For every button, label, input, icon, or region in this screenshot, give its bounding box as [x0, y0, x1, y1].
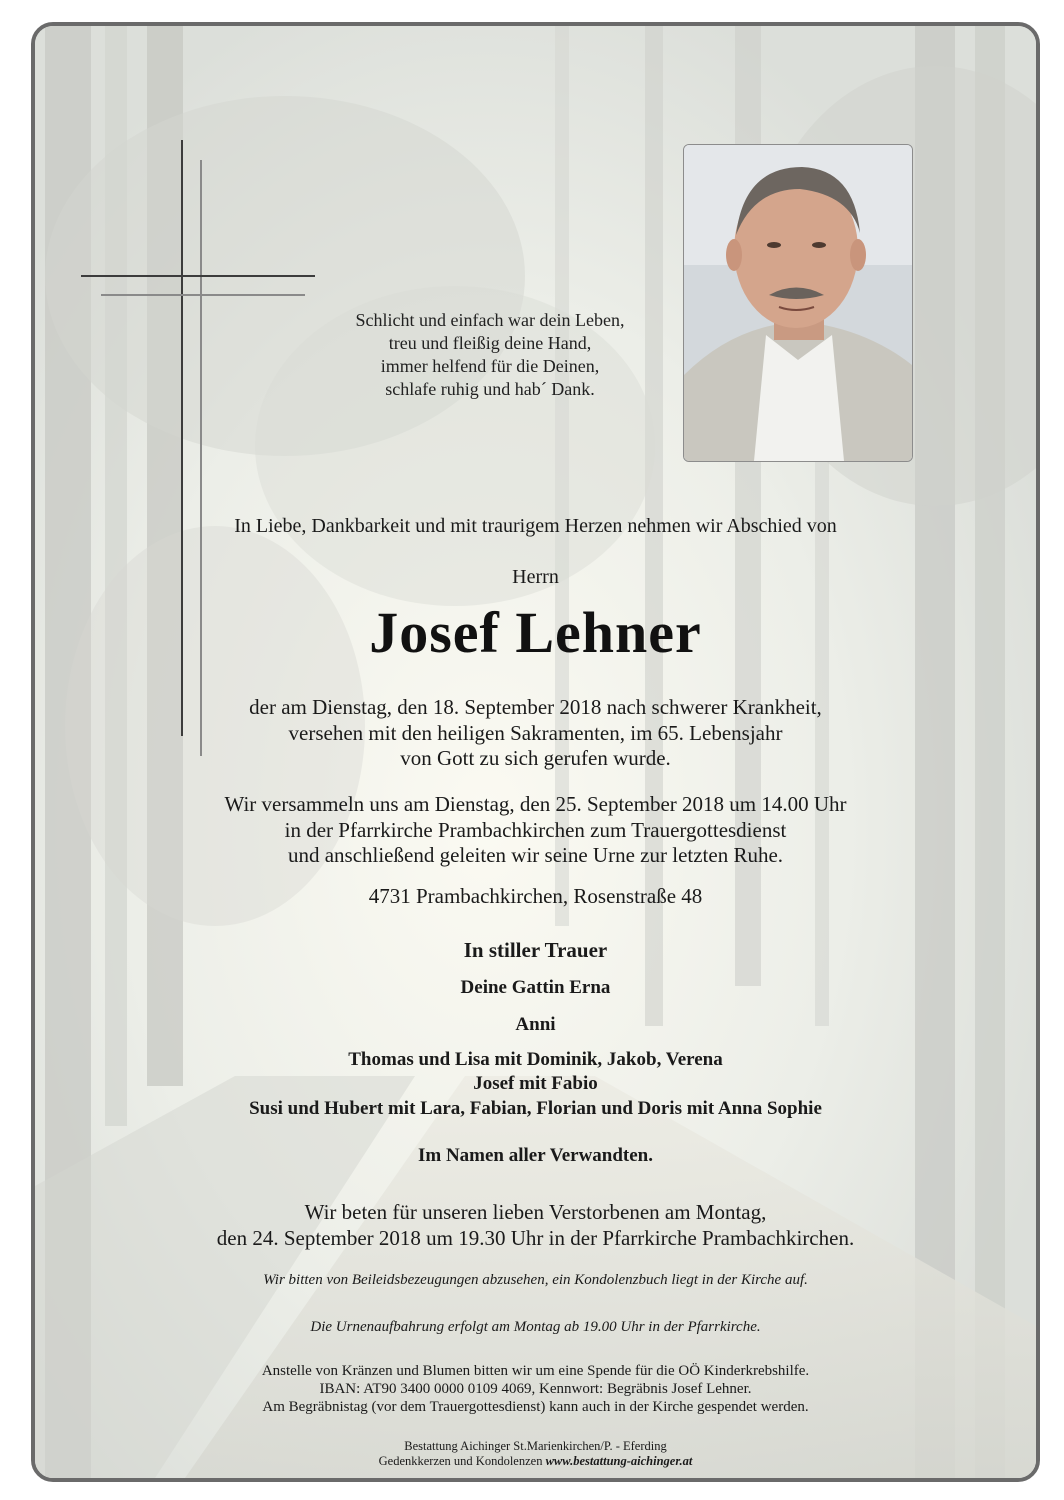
poem-line: immer helfend für die Deinen, — [380, 356, 600, 376]
undertaker-name: Bestattung Aichinger St.Marienkirchen/P. - Eferding — [404, 1439, 667, 1453]
donation-line: Am Begräbnistag (vor dem Trauergottesdienst) kann auch in der Kirche gespendet werden. — [262, 1399, 809, 1415]
portrait-photo — [683, 144, 913, 462]
prayer-info-line: den 24. September 2018 um 19.30 Uhr in der Pfarrkirche Prambachkirchen. — [216, 1226, 855, 1250]
footer-condolence-prefix: Gedenkkerzen und Kondolenzen — [378, 1454, 546, 1468]
farewell-intro: In Liebe, Dankbarkeit und mit traurigem Herzen nehmen wir Abschied von — [234, 515, 837, 537]
mourning-heading: In stiller Trauer — [463, 938, 608, 962]
poem-line: schlafe ruhig und hab´ Dank. — [385, 379, 595, 399]
deceased-name: Josef Lehner — [369, 600, 702, 665]
footer-condolence-line — [35, 1454, 1036, 1469]
death-notice-line: von Gott zu sich gerufen wurde. — [400, 746, 671, 770]
condolence-note: Wir bitten von Beileidsbezeugungen abzusehen, ein Kondolenzbuch liegt in der Kirche auf. — [263, 1272, 808, 1288]
death-notice-line: versehen mit den heiligen Sakramenten, im 65. Lebensjahr — [288, 721, 783, 745]
mourner-spouse: Deine Gattin Erna — [460, 977, 611, 998]
obituary-card — [31, 22, 1040, 1482]
mourner-child: Anni — [515, 1014, 556, 1035]
poem-line: treu und fleißig deine Hand, — [388, 333, 592, 353]
salutation: Herrn — [512, 566, 559, 588]
prayer-info-line: Wir beten für unseren lieben Verstorbenen am Montag, — [304, 1200, 767, 1224]
donation-line: Anstelle von Kränzen und Blumen bitten wir um eine Spende für die OÖ Kinderkrebshilfe. — [261, 1363, 810, 1379]
family-address: 4731 Prambachkirchen, Rosenstraße 48 — [368, 884, 703, 908]
urn-viewing-note: Die Urnenaufbahrung erfolgt am Montag ab 19.00 Uhr in der Pfarrkirche. — [310, 1319, 761, 1335]
portrait-image — [684, 145, 912, 461]
cross-horizontal-line — [81, 275, 315, 277]
cross-horizontal-shadow-line — [101, 294, 305, 296]
relatives-line: Im Namen aller Verwandten. — [417, 1145, 654, 1166]
death-notice-line: der am Dienstag, den 18. September 2018 nach schwerer Krankheit, — [249, 695, 822, 719]
mourner-family: Josef mit Fabio — [473, 1073, 598, 1094]
mourner-family: Susi und Hubert mit Lara, Fabian, Florian und Doris mit Anna Sophie — [249, 1098, 822, 1119]
donation-line: IBAN: AT90 3400 0000 0109 4069, Kennwort: Begräbnis Josef Lehner. — [319, 1381, 752, 1397]
funeral-info-line: in der Pfarrkirche Prambachkirchen zum Trauergottesdienst — [284, 818, 787, 842]
mourner-family: Thomas und Lisa mit Dominik, Jakob, Verena — [348, 1049, 723, 1070]
poem-line: Schlicht und einfach war dein Leben, — [355, 310, 625, 330]
memorial-poem — [325, 309, 655, 401]
funeral-info-line: und anschließend geleiten wir seine Urne zur letzten Ruhe. — [287, 843, 784, 867]
funeral-info-line: Wir versammeln uns am Dienstag, den 25. September 2018 um 14.00 Uhr — [224, 792, 847, 816]
undertaker-website-link[interactable]: www.bestattung-aichinger.at — [545, 1454, 693, 1468]
